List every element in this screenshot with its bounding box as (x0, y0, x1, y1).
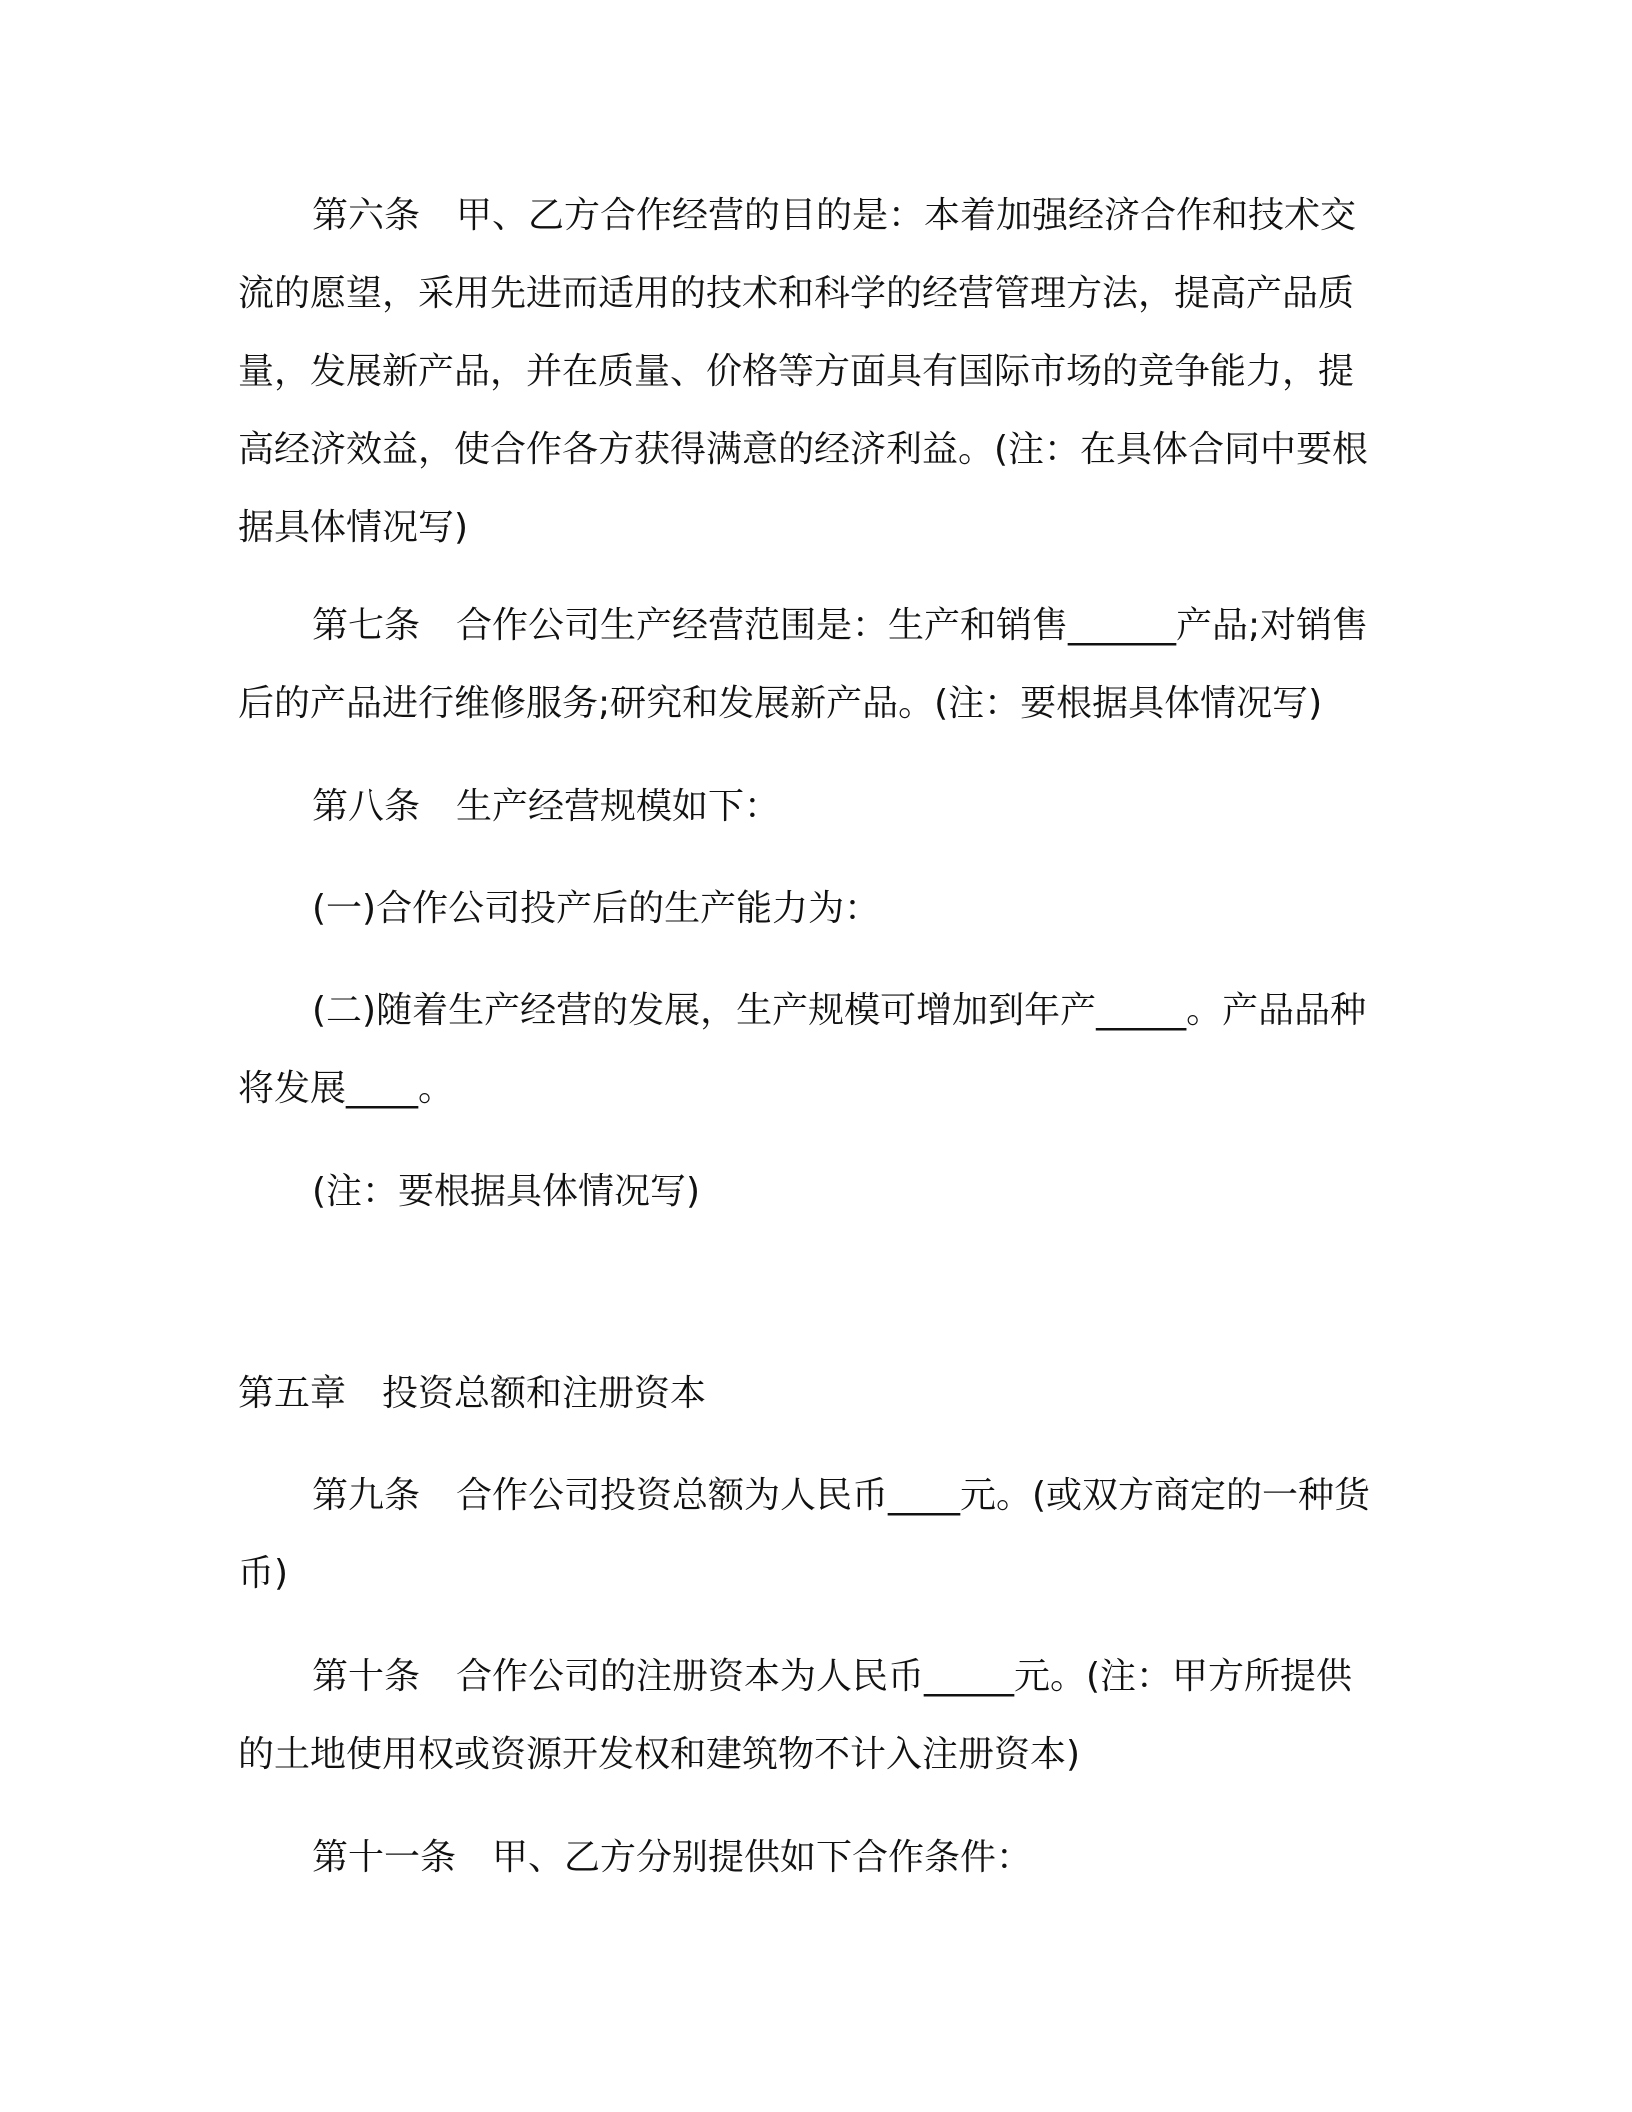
article-10-paragraph: 第十条 合作公司的注册资本为人民币_____元。(注：甲方所提供的土地使用权或资源开发权和建筑物不计入注册资本) (238, 1656, 1353, 1775)
article-7-paragraph: 第七条 合作公司生产经营范围是：生产和销售______产品;对销售后的产品进行维修服务;研究和发展新产品。(注：要根据具体情况写) (238, 605, 1369, 724)
article-8-item-1: (一)合作公司投产后的生产能力为： (312, 888, 881, 929)
article-6-paragraph: 第六条 甲、乙方合作经营的目的是：本着加强经济合作和技术交流的愿望，采用先进而适用的技术和科学的经营管理方法，提高产品质量，发展新产品，并在质量、价格等方面具有国际市场的竞争能力，提高经济效益，使合作各方获得满意的经济利益。(注：在具体合同中要根据具体情况写) (238, 195, 1369, 548)
chapter-5-heading: 第五章 投资总额和注册资本 (238, 1373, 707, 1414)
article-8-note: (注：要根据具体情况写) (312, 1171, 701, 1212)
article-8-paragraph: 第八条 生产经营规模如下： (312, 786, 781, 827)
article-11-paragraph: 第十一条 甲、乙方分别提供如下合作条件： (312, 1837, 1033, 1878)
article-8-item-2: (二)随着生产经营的发展，生产规模可增加到年产_____。产品品种将发展____。 (238, 990, 1367, 1109)
article-9-paragraph: 第九条 合作公司投资总额为人民币____元。(或双方商定的一种货币) (238, 1475, 1371, 1594)
